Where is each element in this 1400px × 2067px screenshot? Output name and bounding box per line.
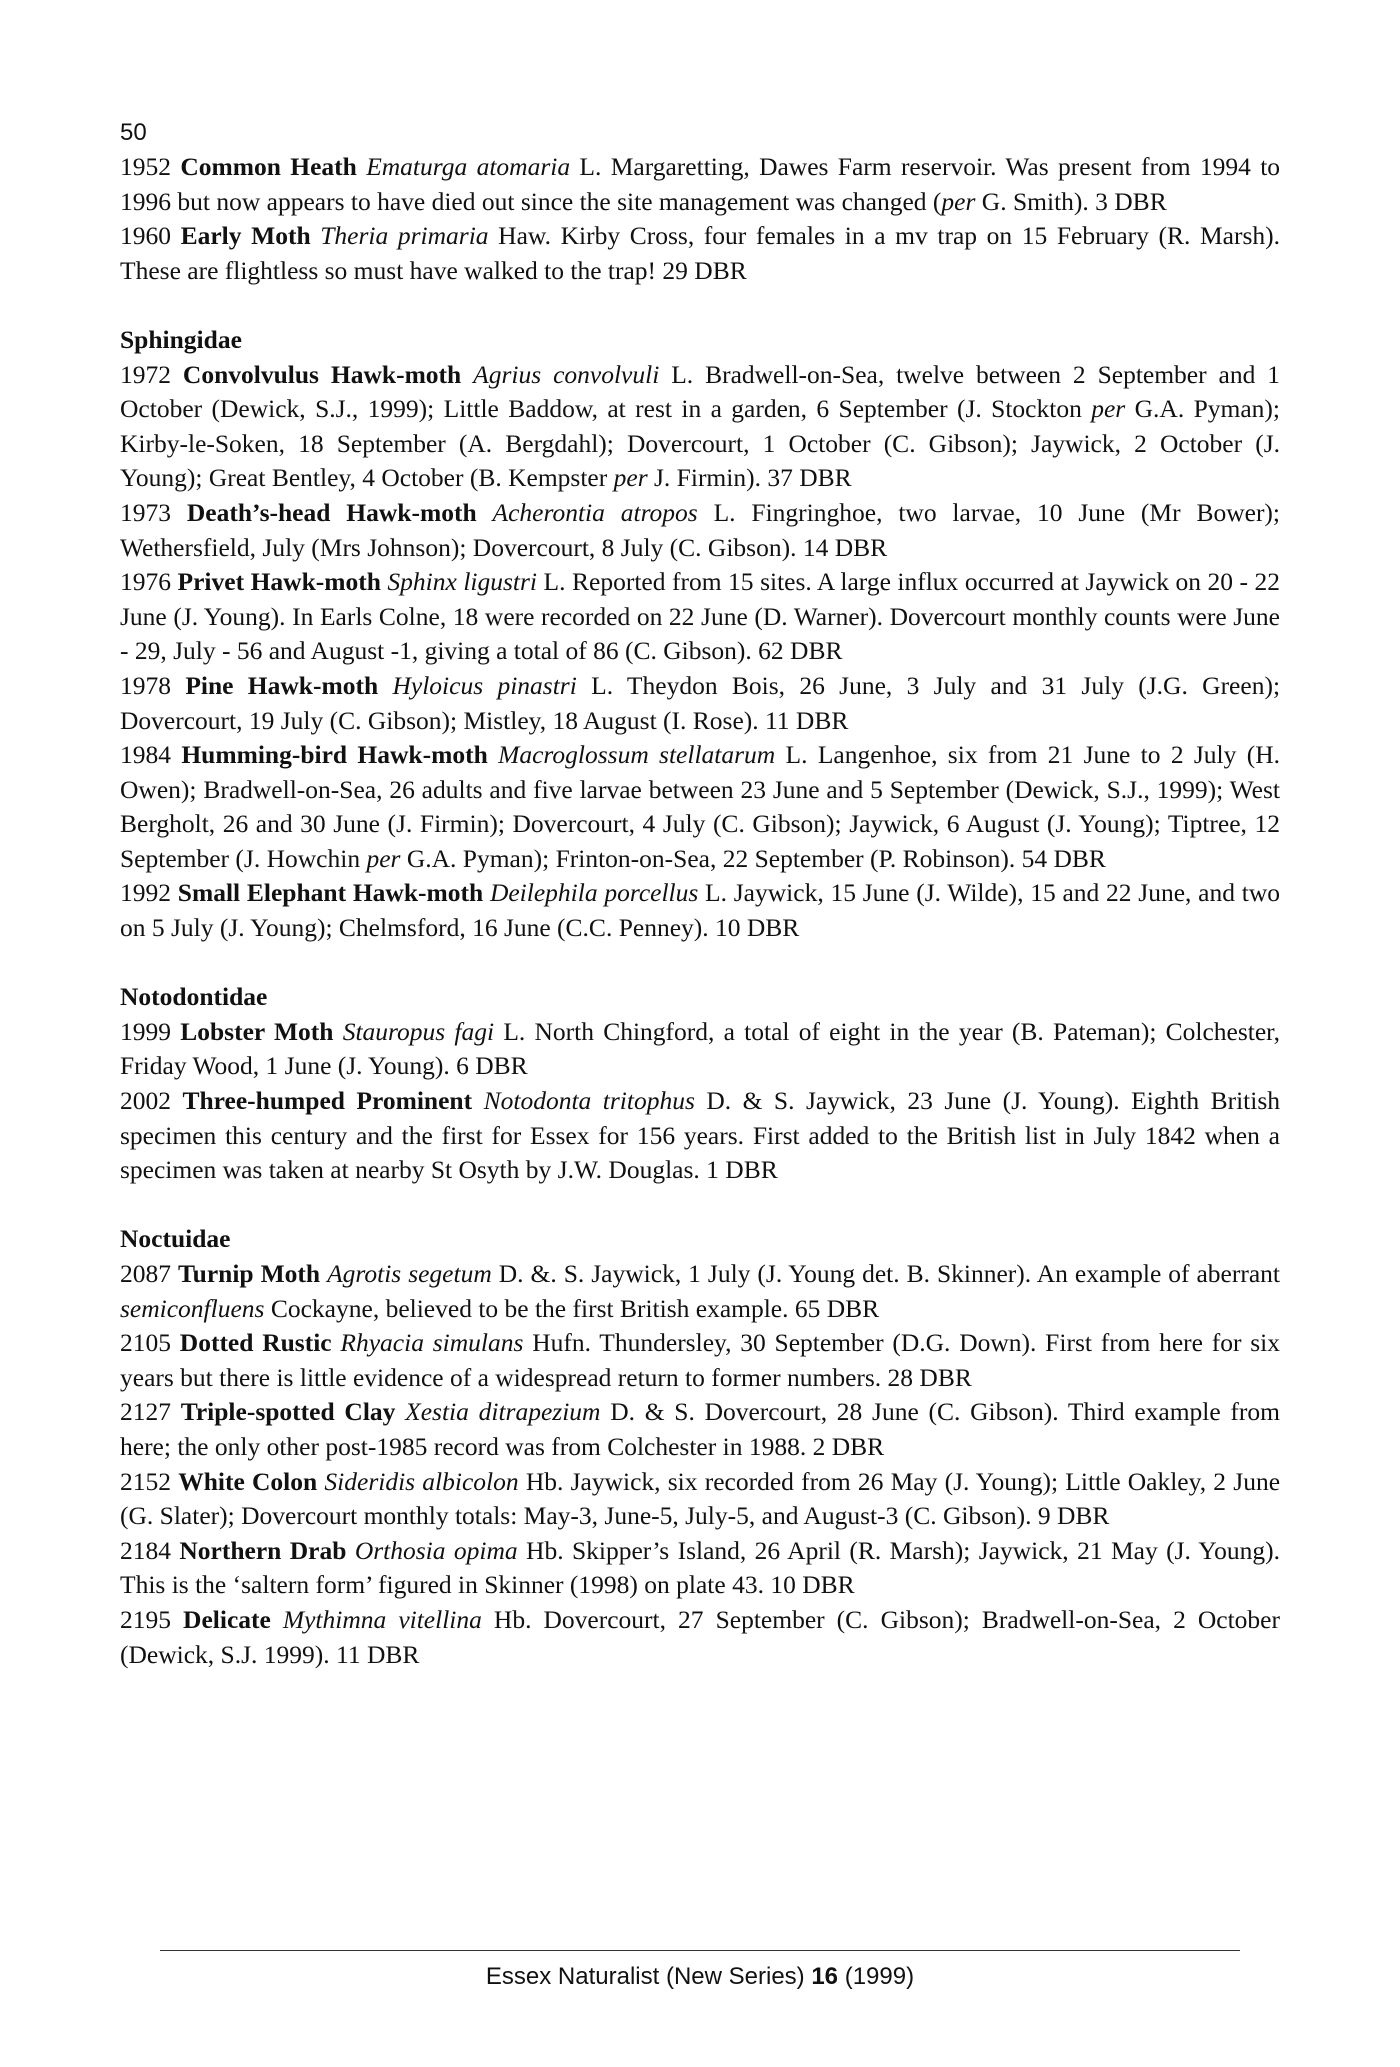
species-record <box>120 1326 1280 1395</box>
page-number: 50 <box>120 119 147 146</box>
record-text: D. & S. Jaywick, 23 June (J. Young). Eighth British specimen this century and the first for Essex for 156 years. First added to the British list in July 1842 when a specimen was taken at nearby St Osyth by J.W. Douglas. 1 DBR <box>120 1086 1281 1185</box>
species-record <box>120 1395 1280 1464</box>
scientific-name: Deilephila porcellus <box>489 878 699 908</box>
species-number: 1984 <box>120 740 171 770</box>
scientific-name: Macroglossum stellatarum <box>498 740 776 770</box>
species-number: 2002 <box>120 1086 171 1116</box>
record-text: Hufn. Thundersley, 30 September (D.G. Down). First from here for six years but there is little evidence of a widespread return to former numbers. 28 DBR <box>120 1328 1280 1392</box>
family-heading: Notodontidae <box>120 982 268 1012</box>
common-name: Common Heath <box>180 152 357 181</box>
common-name: Lobster Moth <box>180 1016 334 1046</box>
species-record <box>120 1015 1280 1084</box>
scientific-name: Sideridis albicolon <box>324 1466 519 1496</box>
scientific-name: Agrius convolvuli <box>473 359 660 389</box>
common-name: White Colon <box>178 1466 318 1496</box>
italic-text: per <box>941 186 976 216</box>
record-text: L. Bradwell-on-Sea, twelve between 2 September and 1 October (Dewick, S.J., 1999); Little Baddow, at rest in a garden, 6 September (J. Stockton <box>120 359 1281 424</box>
species-record <box>120 565 1280 669</box>
record-text: L. Margaretting, Dawes Farm reservoir. Was present from 1994 to 1996 but now appears to have died out since the site management was changed ( <box>120 152 1281 216</box>
italic-text: per <box>1091 394 1126 424</box>
common-name: Small Elephant Hawk-moth <box>177 878 484 908</box>
record-text: L. Fingringhoe, two larvae, 10 June (Mr Bower); Wethersfield, July (Mrs Johnson); Dovercourt, 8 July (C. Gibson). 14 DBR <box>120 497 1281 562</box>
common-name: Pine Hawk-moth <box>185 670 379 700</box>
species-number: 2195 <box>120 1604 171 1634</box>
scientific-name: Hyloicus pinastri <box>392 670 577 700</box>
record-text: D. &. S. Jaywick, 1 July (J. Young det. B. Skinner). An example of aberrant <box>491 1259 1280 1288</box>
common-name: Delicate <box>183 1604 271 1634</box>
species-record <box>120 150 1280 219</box>
italic-text: semiconfluens <box>120 1293 265 1323</box>
scientific-name: Sphinx ligustri <box>387 567 538 597</box>
scientific-name: Ematurga atomaria <box>366 152 571 181</box>
species-record <box>120 1603 1280 1672</box>
common-name: Convolvulus Hawk-moth <box>182 359 462 389</box>
species-record <box>120 738 1280 876</box>
scientific-name: Acherontia atropos <box>492 497 698 527</box>
species-number: 1952 <box>120 152 171 181</box>
record-text: G.A. Pyman); Kirby-le-Soken, 18 September (A. Bergdahl); Dovercourt, 1 October (C. Gibson); Jaywick, 2 October (J. Young); Great Bentley, 4 October (B. Kempster <box>120 394 1280 493</box>
record-text: Hb. Skipper’s Island, 26 April (R. Marsh); Jaywick, 21 May (J. Young). This is the ‘saltern form’ figured in Skinner (1998) on plate 43. 10 DBR <box>120 1535 1281 1600</box>
species-number: 2152 <box>120 1466 171 1496</box>
record-text: L. Jaywick, 15 June (J. Wilde), 15 and 22 June, and two on 5 July (J. Young); Chelmsford, 16 June (C.C. Penney). 10 DBR <box>120 878 1280 943</box>
common-name: Humming-bird Hawk-moth <box>181 740 488 770</box>
species-number: 1973 <box>120 497 171 527</box>
species-number: 1992 <box>120 878 171 908</box>
species-record <box>120 1084 1280 1188</box>
scientific-name: Notodonta tritophus <box>483 1086 695 1116</box>
scientific-name: Rhyacia simulans <box>340 1328 524 1358</box>
scientific-name: Stauropus fagi <box>342 1016 495 1046</box>
common-name: Northern Drab <box>179 1535 347 1565</box>
record-text: Hb. Jaywick, six recorded from 26 May (J. Young); Little Oakley, 2 June (G. Slater); Dovercourt monthly totals: May-3, June-5, July-5, and August-3 (C. Gibson). 9 DBR <box>120 1466 1281 1531</box>
footer-rule <box>160 1950 1240 1951</box>
species-number: 2127 <box>120 1397 171 1427</box>
species-record <box>120 1534 1280 1603</box>
record-text: G.A. Pyman); Frinton-on-Sea, 22 September (P. Robinson). 54 DBR <box>400 843 1106 873</box>
species-number: 1978 <box>120 670 171 700</box>
species-record <box>120 876 1280 945</box>
common-name: Turnip Moth <box>177 1259 321 1288</box>
scientific-name: Agrotis segetum <box>327 1259 492 1288</box>
record-text: Hb. Dovercourt, 27 September (C. Gibson); Bradwell-on-Sea, 2 October (Dewick, S.J. 1999). 11 DBR <box>120 1604 1280 1669</box>
scientific-name: Theria primaria <box>320 221 489 251</box>
common-name: Three-humped Prominent <box>182 1086 473 1116</box>
species-record <box>120 1257 1280 1326</box>
species-record <box>120 669 1280 738</box>
record-text: Cockayne, believed to be the first British example. 65 DBR <box>264 1293 880 1323</box>
record-text: L. Theydon Bois, 26 June, 3 July and 31 July (J.G. Green); Dovercourt, 19 July (C. Gibson); Mistley, 18 August (I. Rose). 11 DBR <box>120 670 1281 735</box>
page-footer <box>0 1962 1400 1992</box>
publication-year: (1999) <box>844 1963 915 1990</box>
common-name: Privet Hawk-moth <box>177 567 381 597</box>
species-record <box>120 1465 1280 1534</box>
scientific-name: Xestia ditrapezium <box>405 1397 601 1427</box>
common-name: Early Moth <box>180 221 311 251</box>
species-record <box>120 219 1280 288</box>
scientific-name: Orthosia opima <box>354 1535 518 1565</box>
record-text: G. Smith). 3 DBR <box>975 186 1167 216</box>
species-number: 2105 <box>120 1328 171 1358</box>
family-heading: Sphingidae <box>120 324 242 354</box>
species-record-list <box>120 150 1280 1672</box>
species-number: 1960 <box>120 221 171 251</box>
record-text: L. North Chingford, a total of eight in the year (B. Pateman); Colchester, Friday Wood, 1 June (J. Young). 6 DBR <box>120 1016 1281 1081</box>
species-record <box>120 358 1280 496</box>
record-text: D. & S. Dovercourt, 28 June (C. Gibson). Third example from here; the only other post-1985 record was from Colchester in 1988. 2 DBR <box>120 1397 1280 1461</box>
common-name: Dotted Rustic <box>179 1328 332 1358</box>
species-record <box>120 496 1280 565</box>
species-number: 2087 <box>120 1259 171 1288</box>
volume-number: 16 <box>811 1963 839 1990</box>
scientific-name: Mythimna vitellina <box>282 1604 482 1634</box>
record-text: L. Reported from 15 sites. A large influx occurred at Jaywick on 20 - 22 June (J. Young). In Earls Colne, 18 were recorded on 22 June (D. Warner). Dovercourt monthly counts were June - 29, July - 56 and August -1, giving a total of 86 (C. Gibson). 62 DBR <box>120 567 1281 666</box>
species-number: 1972 <box>120 359 171 389</box>
record-text: Haw. Kirby Cross, four females in a mv trap on 15 February (R. Marsh). These are flightless so must have walked to the trap! 29 DBR <box>120 221 1281 285</box>
italic-text: per <box>366 843 401 873</box>
family-heading: Noctuidae <box>120 1224 231 1254</box>
italic-text: per <box>613 463 648 493</box>
record-text: J. Firmin). 37 DBR <box>647 463 852 493</box>
common-name: Triple-spotted Clay <box>180 1397 396 1427</box>
journal-title: Essex Naturalist (New Series) <box>485 1963 805 1990</box>
species-number: 2184 <box>120 1535 171 1565</box>
species-number: 1976 <box>120 567 171 597</box>
record-text: L. Langenhoe, six from 21 June to 2 July (H. Owen); Bradwell-on-Sea, 26 adults and five larvae between 23 June and 5 September (Dewick, S.J., 1999); West Bergholt, 26 and 30 June (J. Firmin); Dovercourt, 4 July (C. Gibson); Jaywick, 6 August (J. Young); Tiptree, 12 September (J. Howchin <box>120 740 1280 873</box>
species-number: 1999 <box>120 1016 171 1046</box>
common-name: Death’s-head Hawk-moth <box>186 497 477 527</box>
